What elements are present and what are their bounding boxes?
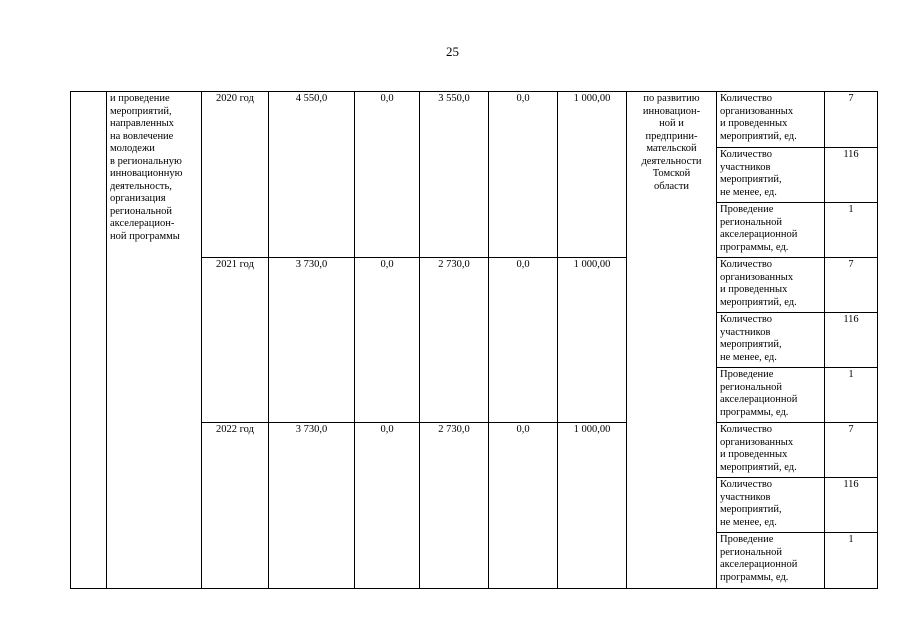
indicator-value: 116 — [825, 478, 878, 533]
regional-cell: 2 730,0 — [420, 423, 489, 589]
indicator-value: 7 — [825, 92, 878, 148]
indicator-name: Проведение региональной акселерационной программы, ед. — [717, 203, 825, 258]
number-cell — [71, 92, 107, 589]
indicator-value: 116 — [825, 313, 878, 368]
regional-cell: 3 550,0 — [420, 92, 489, 258]
other-cell: 1 000,00 — [558, 92, 627, 258]
indicator-name: Проведение региональной акселерационной программы, ед. — [717, 533, 825, 589]
indicator-name: Количество участников мероприятий, не менее, ед. — [717, 478, 825, 533]
total-cell: 3 730,0 — [269, 423, 355, 589]
local-cell: 0,0 — [489, 92, 558, 258]
activity-cell: и проведение мероприятий, направленных на вовлечение молодежи в региональную инновационную деятельность, организация региональной акселерацион- ной программы — [107, 92, 202, 589]
indicator-value: 7 — [825, 423, 878, 478]
local-cell: 0,0 — [489, 423, 558, 589]
local-cell: 0,0 — [489, 258, 558, 423]
federal-cell: 0,0 — [355, 92, 420, 258]
federal-cell: 0,0 — [355, 423, 420, 589]
year-cell: 2021 год — [202, 258, 269, 423]
total-cell: 3 730,0 — [269, 258, 355, 423]
page-number: 25 — [446, 44, 459, 59]
other-cell: 1 000,00 — [558, 258, 627, 423]
year-cell: 2022 год — [202, 423, 269, 589]
indicator-name: Количество организованных и проведенных мероприятий, ед. — [717, 258, 825, 313]
federal-cell: 0,0 — [355, 258, 420, 423]
total-cell: 4 550,0 — [269, 92, 355, 258]
indicator-name: Количество организованных и проведенных мероприятий, ед. — [717, 92, 825, 148]
year-cell: 2020 год — [202, 92, 269, 258]
indicator-value: 1 — [825, 203, 878, 258]
indicator-value: 116 — [825, 148, 878, 203]
indicator-name: Количество организованных и проведенных мероприятий, ед. — [717, 423, 825, 478]
indicator-value: 1 — [825, 533, 878, 589]
other-cell: 1 000,00 — [558, 423, 627, 589]
indicator-name: Количество участников мероприятий, не менее, ед. — [717, 148, 825, 203]
regional-cell: 2 730,0 — [420, 258, 489, 423]
indicator-name: Количество участников мероприятий, не менее, ед. — [717, 313, 825, 368]
indicator-value: 1 — [825, 368, 878, 423]
table-row — [71, 92, 878, 148]
indicator-value: 7 — [825, 258, 878, 313]
executor-cell: по развитию инновацион- ной и предприни- мательской деятельности Томской области — [627, 92, 717, 589]
program-table — [70, 91, 878, 589]
indicator-name: Проведение региональной акселерационной программы, ед. — [717, 368, 825, 423]
